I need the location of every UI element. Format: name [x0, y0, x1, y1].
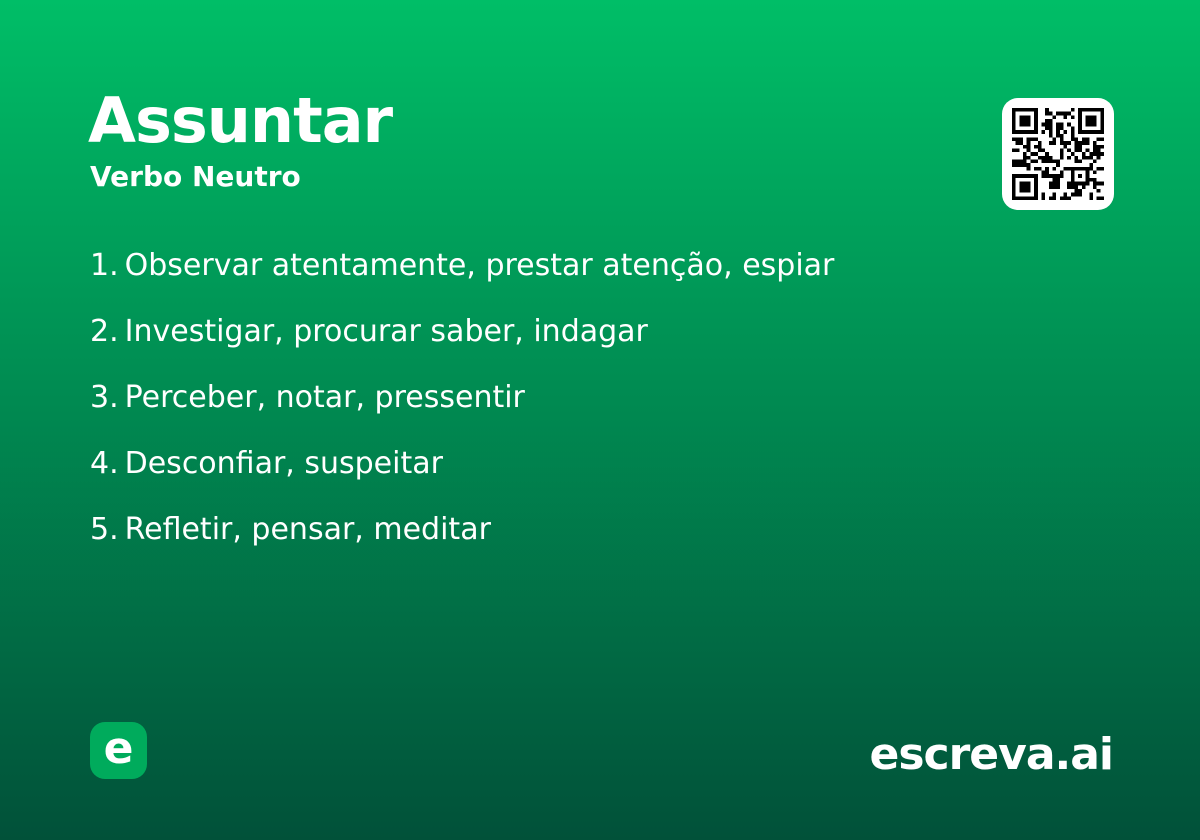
qr-code — [1002, 98, 1114, 210]
definition-number: 3. — [90, 380, 119, 415]
escreva-logo — [90, 722, 147, 779]
definition-text: Desconfiar, suspeitar — [124, 446, 443, 481]
definition-number: 2. — [90, 314, 119, 349]
logo-letter: e — [103, 722, 134, 774]
page-title: Assuntar — [88, 84, 393, 157]
definition-text: Perceber, notar, pressentir — [124, 380, 525, 415]
definition-number: 1. — [90, 248, 119, 283]
definition-item — [90, 380, 1090, 415]
definition-list — [90, 248, 1090, 581]
definition-item — [90, 314, 1090, 349]
definition-text: Refletir, pensar, meditar — [124, 512, 491, 547]
definition-number: 5. — [90, 512, 119, 547]
definition-item — [90, 248, 1090, 283]
definition-item — [90, 446, 1090, 481]
definition-item — [90, 512, 1090, 547]
word-class-label: Verbo Neutro — [90, 160, 301, 193]
definition-text: Observar atentamente, prestar atenção, espiar — [124, 248, 835, 283]
definition-text: Investigar, procurar saber, indagar — [124, 314, 648, 349]
definition-number: 4. — [90, 446, 119, 481]
brand-name: escreva.ai — [869, 729, 1113, 780]
